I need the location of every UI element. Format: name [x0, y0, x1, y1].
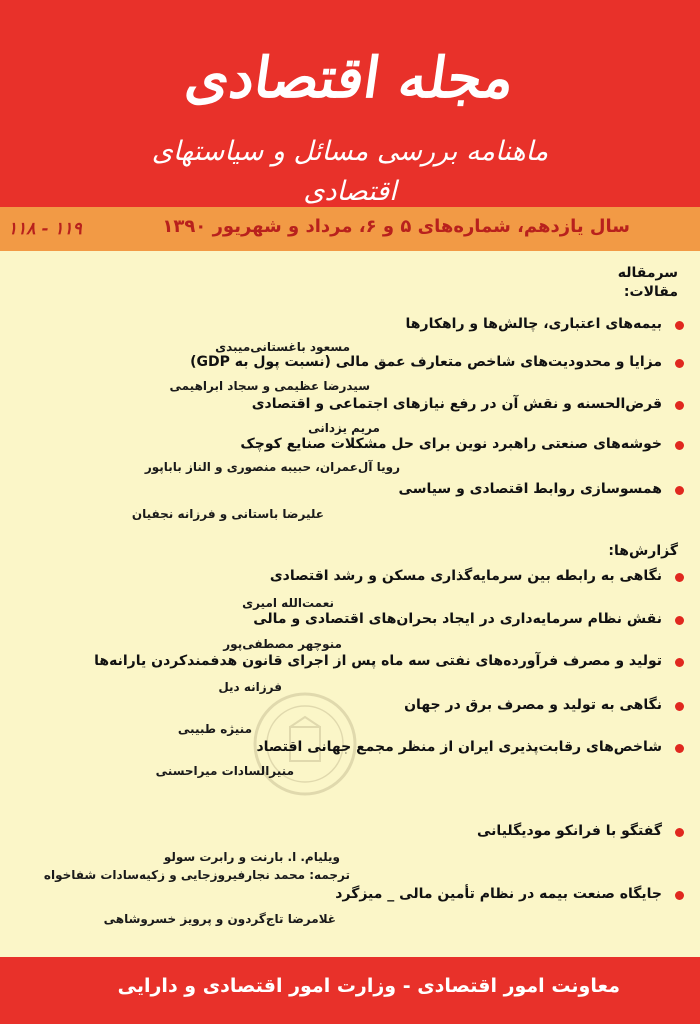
report-author: منوچهر مصطفی‌پور: [223, 637, 342, 651]
bullet-icon: [675, 616, 684, 625]
bullet-icon: [675, 359, 684, 368]
bullet-icon: [675, 441, 684, 450]
contents-panel: [0, 251, 700, 957]
interview-translator: ترجمه: محمد نجارفیروزجایی و زکیه‌سادات شفاخواه: [43, 868, 350, 882]
bullet-icon: [675, 658, 684, 667]
reports-heading: گزارش‌ها:: [608, 543, 678, 559]
article-author: رویا آل‌عمران، حبیبه منصوری و الناز باباپور: [144, 460, 400, 474]
bullet-icon: [675, 702, 684, 711]
article-title: قرض‌الحسنه و نقش آن در رفع نیازهای اجتماعی و اقتصادی: [10, 396, 662, 412]
roundtable-title: جایگاه صنعت بیمه در نظام تأمین مالی _ میزگرد: [10, 886, 662, 902]
article-author: علیرضا باستانی و فرزانه نجفیان: [131, 507, 324, 521]
editorial-heading: سرمقاله: [617, 265, 678, 281]
bullet-icon: [675, 321, 684, 330]
article-title: بیمه‌های اعتباری، چالش‌ها و راهکارها: [10, 316, 662, 332]
report-title: تولید و مصرف فرآورده‌های نفتی سه ماه پس از اجرای قانون هدفمندکردن یارانه‌ها: [10, 653, 662, 669]
page-range: ۱۱۹ - ۱۱۸: [8, 219, 82, 239]
article-title: خوشه‌های صنعتی راهبرد نوین برای حل مشکلات صنایع کوچک: [10, 436, 662, 452]
bullet-icon: [675, 401, 684, 410]
report-title: نگاهی به رابطه بین سرمایه‌گذاری مسکن و رشد اقتصادی: [10, 568, 662, 584]
interview-title: گفتگو با فرانکو مودیگلیانی: [10, 823, 662, 839]
report-author: منیژه طبیبی: [177, 722, 252, 736]
bullet-icon: [675, 573, 684, 582]
publisher-name: معاونت امور اقتصادی - وزارت امور اقتصادی و دارایی: [117, 975, 620, 997]
bullet-icon: [675, 486, 684, 495]
bullet-icon: [675, 744, 684, 753]
cover-footer: [0, 957, 700, 1024]
bullet-icon: [675, 828, 684, 837]
report-title: شاخص‌های رقابت‌پذیری ایران از منظر مجمع جهانی اقتصاد: [10, 739, 662, 755]
article-author: سیدرضا عظیمی و سجاد ابراهیمی: [169, 379, 370, 393]
issue-info: سال یازدهم، شماره‌های ۵ و ۶، مرداد و شهریور ۱۳۹۰: [162, 216, 630, 237]
interview-author: ویلیام. ا. بارنت و رابرت سولو: [163, 850, 340, 864]
article-author: مریم یزدانی: [308, 421, 380, 435]
roundtable-author: غلامرضا تاج‌گردون و پرویز خسروشاهی: [103, 912, 336, 926]
report-title: نقش نظام سرمایه‌داری در ایجاد بحران‌های اقتصادی و مالی: [10, 611, 662, 627]
article-title: مزایا و محدودیت‌های شاخص متعارف عمق مالی (نسبت پول به GDP): [10, 354, 662, 370]
article-title: همسوسازی روابط اقتصادی و سیاسی: [10, 481, 662, 497]
magazine-subtitle: ماهنامه بررسی مسائل و سیاستهای اقتصادی: [151, 136, 549, 207]
report-author: نعمت‌الله امیری: [242, 596, 334, 610]
issue-bar: [0, 207, 700, 251]
bullet-icon: [675, 891, 684, 900]
articles-heading: مقالات:: [623, 284, 678, 300]
report-author: فرزانه دیل: [218, 680, 282, 694]
article-author: مسعود باغستانی‌میبدی: [215, 340, 350, 354]
report-author: منیرالسادات میراحسنی: [155, 764, 294, 778]
magazine-title: مجله اقتصادی: [181, 45, 519, 111]
report-title: نگاهی به تولید و مصرف برق در جهان: [10, 697, 662, 713]
cover-header: [0, 0, 700, 205]
